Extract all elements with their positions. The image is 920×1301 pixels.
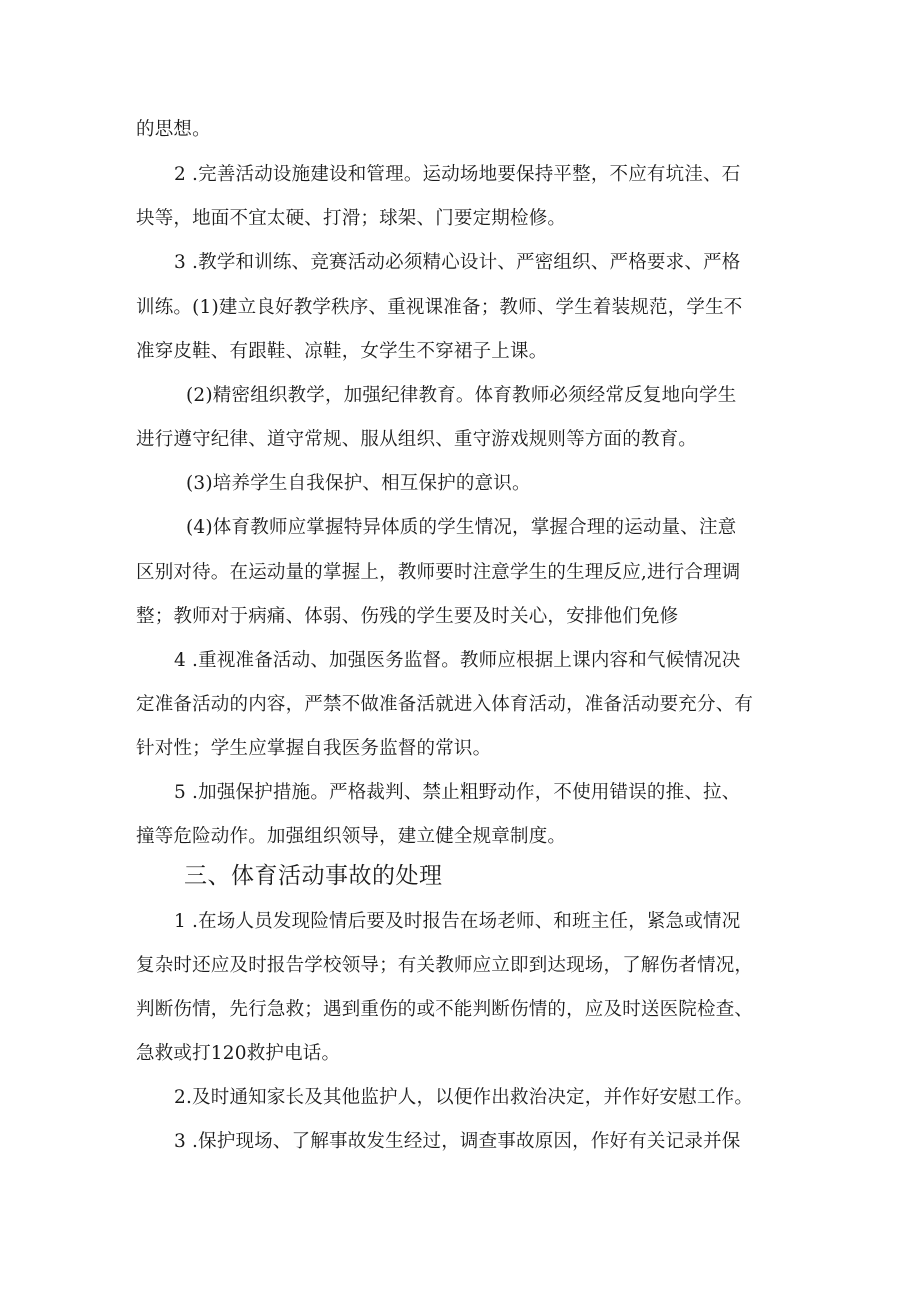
text-line: 判断伤情，先行急救；遇到重伤的或不能判断伤情的，应及时送医院检查、	[136, 999, 754, 1020]
text-line: 2.及时通知家长及其他监护人，以便作出救治决定，并作好安慰工作。	[174, 1087, 754, 1108]
text-line: 的思想。	[136, 119, 211, 140]
text-line: 3 .保护现场、了解事故发生经过，调查事故原因，作好有关记录并保	[174, 1131, 741, 1152]
text-line: 1 .在场人员发现险情后要及时报告在场老师、和班主任，紧急或情况	[174, 911, 741, 932]
text-line: 定准备活动的内容，严禁不做准备活就进入体育活动，准备活动要充分、有	[136, 694, 754, 715]
text-line: 4 .重视准备活动、加强医务监督。教师应根据上课内容和气候情况决	[174, 650, 741, 671]
text-line: 复杂时还应及时报告学校领导；有关教师应立即到达现场，了解伤者情况，	[136, 955, 754, 976]
text-line: (2)精密组织教学，加强纪律教育。体育教师必须经常反复地向学生	[186, 385, 737, 406]
text-line: 撞等危险动作。加强组织领导，建立健全规章制度。	[136, 826, 567, 847]
text-line: (4)体育教师应掌握特异体质的学生情况，掌握合理的运动量、注意	[186, 517, 737, 538]
text-line: 针对性；学生应掌握自我医务监督的常识。	[136, 738, 492, 759]
section-heading: 三、体育活动事故的处理	[184, 863, 443, 889]
text-line: 整；教师对于病痛、体弱、伤残的学生要及时关心，安排他们免修	[136, 606, 679, 627]
text-line: 进行遵守纪律、道守常规、服从组织、重守游戏规则等方面的教育。	[136, 429, 698, 450]
text-line: 2 .完善活动设施建设和管理。运动场地要保持平整，不应有坑洼、石	[174, 164, 741, 185]
text-line: 急救或打120救护电话。	[136, 1043, 341, 1064]
text-line: (3)培养学生自我保护、相互保护的意识。	[186, 473, 531, 494]
text-line: 3 .教学和训练、竞赛活动必须精心设计、严密组织、严格要求、严格	[174, 252, 741, 273]
text-line: 训练。(1)建立良好教学秩序、重视课准备；教师、学生着装规范，学生不	[136, 297, 743, 318]
text-line: 区别对待。在运动量的掌握上，教师要时注意学生的生理反应,进行合理调	[136, 562, 741, 583]
text-line: 5 .加强保护措施。严格裁判、禁止粗野动作，不使用错误的推、拉、	[174, 782, 741, 803]
text-line: 准穿皮鞋、有跟鞋、凉鞋，女学生不穿裙子上课。	[136, 341, 548, 362]
text-line: 块等，地面不宜太硬、打滑；球架、门要定期检修。	[136, 208, 567, 229]
